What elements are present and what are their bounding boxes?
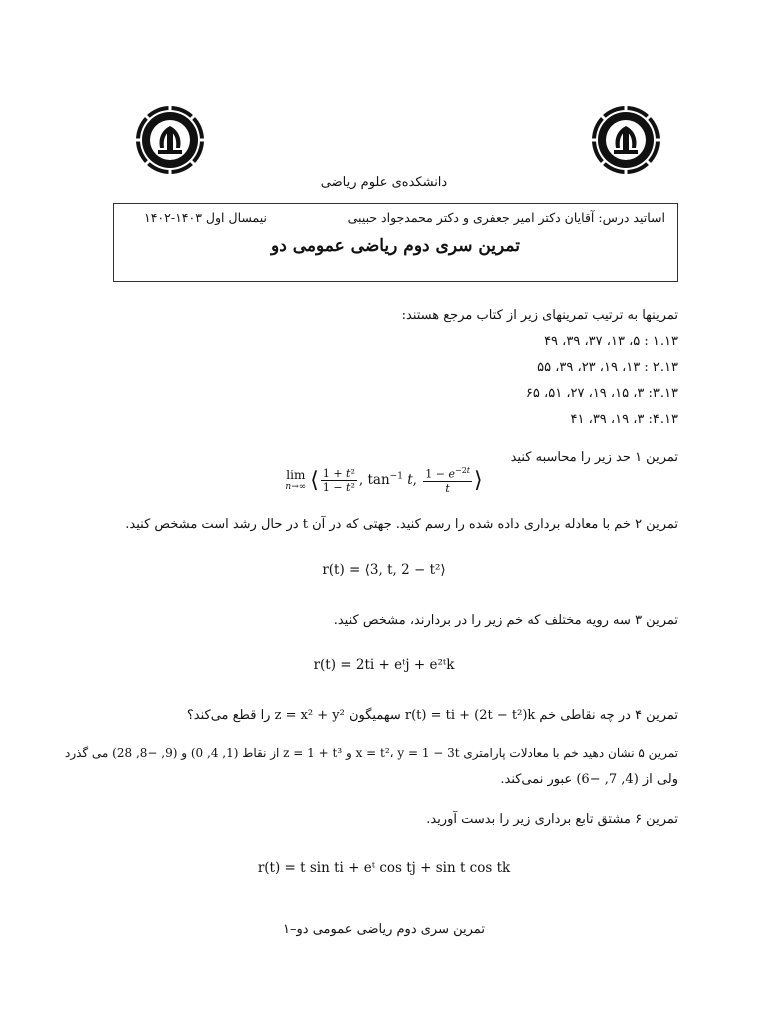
instructors: اساتید درس: آقایان دکتر امیر جعفری و دکتر محمدجواد حبیبی <box>347 210 665 225</box>
exercise-4 <box>187 708 678 723</box>
faculty-name: دانشکده‌ی علوم ریاضی <box>320 175 448 190</box>
exercise-text: نشان دهید خم با معادلات پارامتری x = t²، y = 1 − 3t و z = 1 + t³ از نقاط (1, 4, 0) و (9, −8, 28) می گذرد <box>64 746 635 760</box>
exercise-label: تمرین ۲ <box>635 517 678 532</box>
equation-2: r(t) = ⟨3, t, 2 − t²⟩ <box>322 562 446 578</box>
exercise-text: در چه نقاطی خم r(t) = ti + (2t − t²)k سهمیگون z = x² + y² را قطع می‌کند؟ <box>186 708 631 723</box>
exercise-5 <box>65 746 678 760</box>
reference-line: ۴.۱۳: ۳، ۱۹، ۳۹، ۴۱ <box>570 412 678 427</box>
limit-equation: lim n→∞ ⟨ $\frac{\text{1 + t²}}{\text{1 − t²}}$ , $\tan^{-1} t$, $\frac{1 - e^{-2t}}{t}$ ⟩ <box>285 466 483 495</box>
exercise-2 <box>125 517 678 532</box>
exercise-text: سه رویه مختلف که خم زیر را در بردارند، مشخص کنید. <box>333 613 631 628</box>
university-seal-left-icon <box>134 104 206 176</box>
exercise-text: مشتق تابع برداری زیر را بدست آورید. <box>426 812 631 827</box>
page-footer: تمرین سری دوم ریاضی عمومی دو–۱ <box>283 922 485 937</box>
exercise-3 <box>334 613 678 628</box>
exercise-5-continuation: ولی از (4, 7, −6) عبور نمی‌کند. <box>500 772 678 787</box>
exercise-6 <box>426 812 678 827</box>
semester: نیمسال اول ۱۴۰۳-۱۴۰۲ <box>144 210 268 225</box>
reference-line: ۳.۱۳: ۳، ۱۵، ۱۹، ۲۷، ۵۱، ۶۵ <box>525 386 678 401</box>
exercise-text: خم با معادله برداری داده شده را رسم کنید. جهتی که در آن t در حال رشد است مشخص کنید. <box>125 517 631 532</box>
homework-title: تمرین سری دوم ریاضی عمومی دو <box>271 236 520 256</box>
equation-3: r(t) = 2ti + eᵗj + e²ᵗk <box>313 657 455 673</box>
exercise-text: حد زیر را محاسبه کنید <box>510 450 631 465</box>
reference-line: ۲.۱۳ : ۱۳، ۱۹، ۲۳، ۳۹، ۵۵ <box>537 360 678 375</box>
exercise-label: تمرین ۳ <box>635 613 678 628</box>
course-header-box <box>113 203 678 282</box>
exercise-label: تمرین ۱ <box>635 450 678 465</box>
equation-6: r(t) = t sin ti + eᵗ cos tj + sin t cos tk <box>257 860 511 876</box>
reference-line: ۱.۱۳ : ۵، ۱۳، ۳۷، ۳۹، ۴۹ <box>544 334 678 349</box>
exercise-label: تمرین ۶ <box>635 812 678 827</box>
intro-line: تمرینها به ترتیب تمرینهای زیر از کتاب مرجع هستند: <box>401 308 678 323</box>
exercise-label: تمرین ۴ <box>635 708 678 723</box>
university-seal-right-icon <box>590 104 662 176</box>
exercise-label: تمرین ۵ <box>638 746 678 760</box>
exercise-1 <box>511 450 678 465</box>
